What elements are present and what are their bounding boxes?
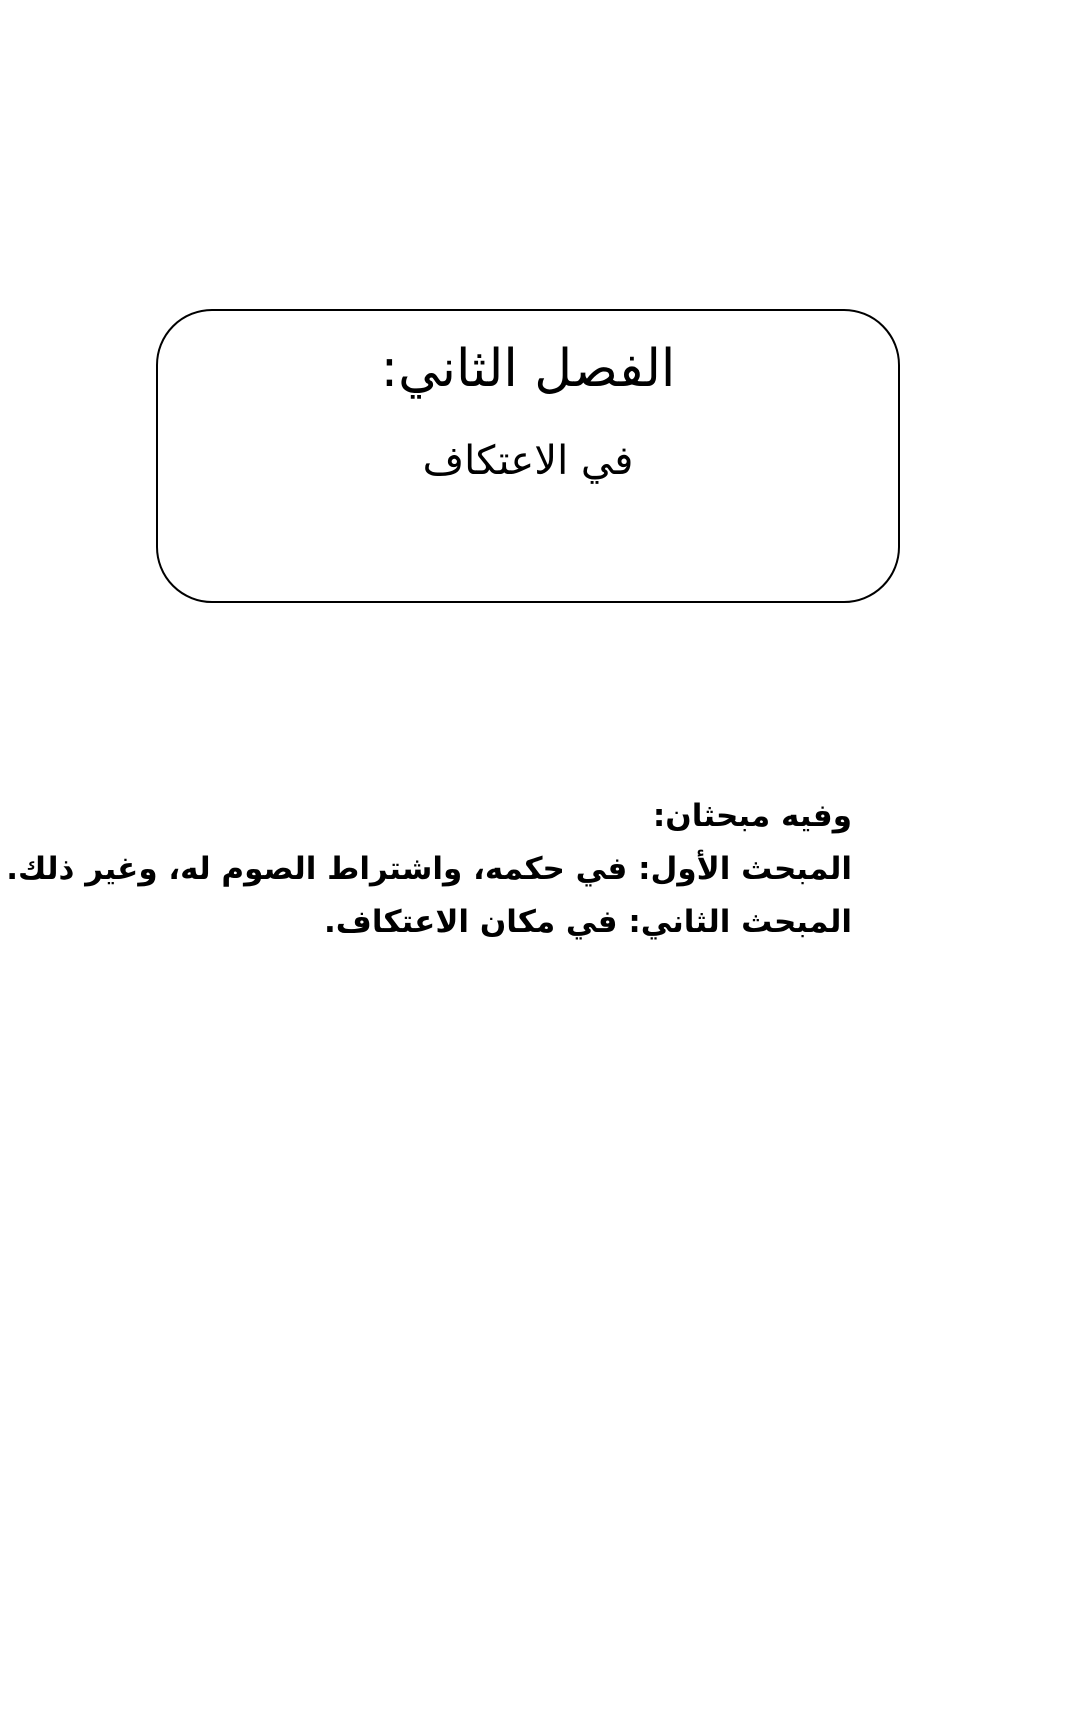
section-item-1: المبحث الأول: في حكمه، واشتراط الصوم له، وغير ذلك. — [6, 851, 852, 887]
section-item-2: المبحث الثاني: في مكان الاعتكاف. — [324, 904, 852, 940]
chapter-title-box — [156, 309, 900, 603]
chapter-title: الفصل الثاني: — [380, 339, 676, 399]
sections-list — [6, 790, 852, 949]
chapter-subtitle: في الاعتكاف — [422, 438, 634, 484]
sections-intro: وفيه مبحثان: — [652, 798, 852, 834]
